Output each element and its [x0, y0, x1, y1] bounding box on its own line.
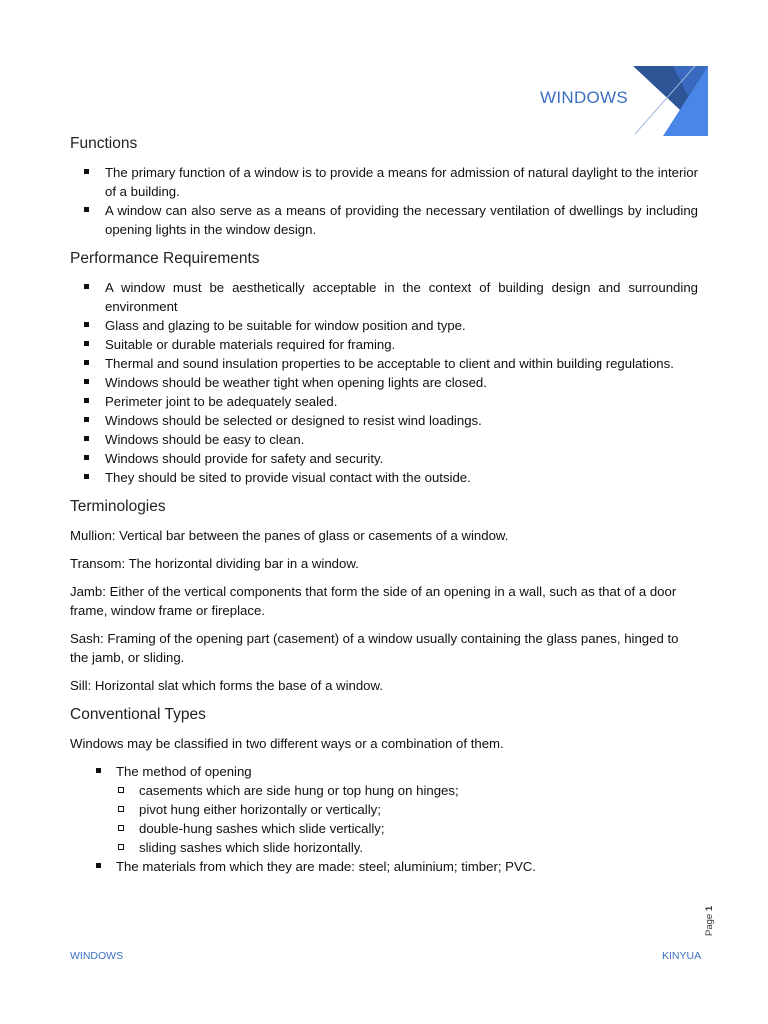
terminologies-heading: Terminologies [70, 498, 166, 515]
conventional-list [70, 762, 698, 876]
header-title: WINDOWS [540, 88, 629, 107]
list-item: The primary function of a window is to provide a means for admission of natural daylight to the interior of a building. [70, 163, 698, 201]
term-mullion: Mullion: Vertical bar between the panes of glass or casements of a window. [70, 528, 509, 543]
sub-list-item: casements which are side hung or top hung on hinges; [116, 781, 698, 800]
sub-list-item: double-hung sashes which slide vertically; [116, 819, 698, 838]
document-body [70, 134, 698, 876]
functions-heading: Functions [70, 135, 138, 152]
list-item: The materials from which they are made: steel; aluminium; timber; PVC. [70, 857, 698, 876]
list-item [70, 762, 698, 857]
list-item: Windows should be weather tight when opening lights are closed. [70, 373, 698, 392]
functions-list [70, 163, 698, 239]
list-item: A window must be aesthetically acceptable in the context of building design and surrounding environment [70, 278, 698, 316]
term-transom: Transom: The horizontal dividing bar in a window. [70, 556, 359, 571]
page-label: Page [704, 913, 715, 936]
term-sash: Sash: Framing of the opening part (casement) of a window usually containing the glass panes, hinged to the jamb, or sliding. [70, 631, 679, 665]
list-item: Windows should be easy to clean. [70, 430, 698, 449]
list-item: Windows should provide for safety and security. [70, 449, 698, 468]
conventional-heading: Conventional Types [70, 706, 206, 723]
conventional-intro: Windows may be classified in two different ways or a combination of them. [70, 736, 504, 751]
performance-list [70, 278, 698, 487]
header-graphic [633, 66, 708, 136]
list-item: Suitable or durable materials required for framing. [70, 335, 698, 354]
performance-heading: Performance Requirements [70, 250, 260, 267]
list-item: Thermal and sound insulation properties to be acceptable to client and within building regulations. [70, 354, 698, 373]
term-jamb: Jamb: Either of the vertical components that form the side of an opening in a wall, such as that of a door frame, window frame or fireplace. [70, 584, 677, 618]
list-item: Glass and glazing to be suitable for window position and type. [70, 316, 698, 335]
sub-list-item: pivot hung either horizontally or vertically; [116, 800, 698, 819]
list-item: Windows should be selected or designed to resist wind loadings. [70, 411, 698, 430]
term-sill: Sill: Horizontal slat which forms the base of a window. [70, 678, 383, 693]
footer-right: KINYUA [662, 950, 702, 962]
page-number-value: 1 [704, 905, 715, 912]
footer-left: WINDOWS [70, 950, 124, 962]
list-item-text: The method of opening [116, 764, 252, 779]
list-item: They should be sited to provide visual contact with the outside. [70, 468, 698, 487]
list-item: Perimeter joint to be adequately sealed. [70, 392, 698, 411]
opening-methods-list [116, 781, 698, 857]
page-number [704, 900, 718, 936]
sub-list-item: sliding sashes which slide horizontally. [116, 838, 698, 857]
list-item: A window can also serve as a means of providing the necessary ventilation of dwellings by including opening lights in the window design. [70, 201, 698, 239]
